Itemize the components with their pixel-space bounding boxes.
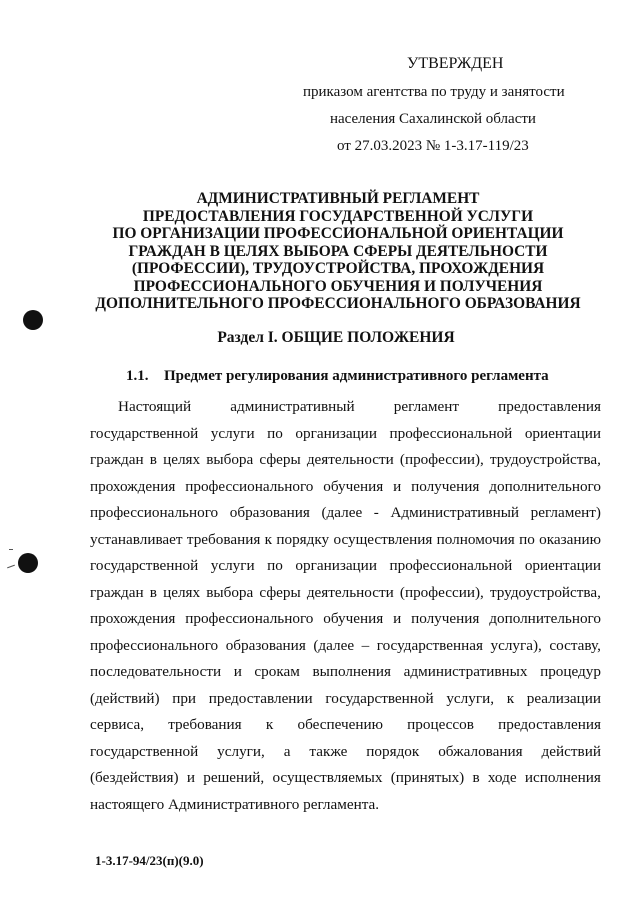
paragraph-line: государственной услуги по организации профессиональной ориентации — [90, 557, 601, 574]
approval-title: УТВЕРЖДЕН — [407, 55, 504, 72]
subsection-number: 1.1. — [126, 368, 149, 384]
approval-line: приказом агентства по труду и занятости — [303, 84, 565, 100]
punch-hole-mark — [18, 553, 38, 573]
paragraph-line: устанавливает требования к порядку осуществления полномочия по оказанию — [90, 530, 601, 548]
paragraph-line: последовательности и срокам выполнения административных процедур — [90, 663, 601, 680]
paragraph — [90, 394, 601, 818]
title-line: ГРАЖДАН В ЦЕЛЯХ ВЫБОРА СФЕРЫ ДЕЯТЕЛЬНОСТИ — [128, 242, 548, 260]
scan-artifact — [9, 549, 13, 550]
paragraph-line: граждан в целях выбора сферы деятельности (профессии), трудоустройства, — [90, 451, 601, 468]
subsection-title: Предмет регулирования административного регламента — [164, 368, 549, 384]
paragraph-line: прохождения профессионального обучения и получения дополнительного — [90, 477, 601, 495]
paragraph-line: прохождения профессионального обучения и получения дополнительного — [90, 610, 601, 627]
section-heading: Раздел I. ОБЩИЕ ПОЛОЖЕНИЯ — [217, 329, 455, 346]
paragraph-line: граждан в целях выбора сферы деятельности (профессии), трудоустройства, — [90, 583, 601, 601]
paragraph-line: профессионального образования (далее - Административный регламент) — [90, 504, 601, 521]
approval-line: от 27.03.2023 № 1-3.17-119/23 — [337, 138, 529, 154]
document-title — [78, 190, 598, 313]
title-line: ДОПОЛНИТЕЛЬНОГО ПРОФЕССИОНАЛЬНОГО ОБРАЗОВАНИЯ — [95, 295, 581, 312]
paragraph-line: Настоящий административный регламент предоставления — [118, 398, 601, 415]
paragraph-line: (действий) при предоставлении государственной услуги, к реализации — [90, 689, 601, 707]
paragraph-line: государственной услуги, а также порядок обжалования действий — [90, 742, 601, 760]
title-line: ПО ОРГАНИЗАЦИИ ПРОФЕССИОНАЛЬНОЙ ОРИЕНТАЦИИ — [112, 225, 564, 242]
title-line: ПРЕДОСТАВЛЕНИЯ ГОСУДАРСТВЕННОЙ УСЛУГИ — [142, 207, 534, 225]
title-line: ПРОФЕССИОНАЛЬНОГО ОБУЧЕНИЯ И ПОЛУЧЕНИЯ — [133, 277, 543, 295]
document-code: 1-3.17-94/23(п)(9.0) — [95, 853, 204, 868]
punch-hole-mark — [23, 310, 43, 330]
paragraph-line: сервиса, требования к обеспечению процессов предоставления — [90, 716, 601, 733]
paragraph-line: настоящего Административного регламента. — [90, 795, 380, 813]
title-line: (ПРОФЕССИИ), ТРУДОУСТРОЙСТВА, ПРОХОЖДЕНИЯ — [131, 260, 545, 277]
title-line: АДМИНИСТРАТИВНЫЙ РЕГЛАМЕНТ — [196, 190, 480, 207]
paragraph-line: профессионального образования (далее – государственная услуга), составу, — [90, 636, 601, 654]
paragraph-line: государственной услуги по организации профессиональной ориентации — [90, 424, 601, 442]
paragraph-line: (бездействия) и решений, осуществляемых (принятых) в ходе исполнения — [90, 769, 601, 786]
approval-line: населения Сахалинской области — [330, 111, 536, 127]
scan-artifact — [7, 565, 15, 569]
subsection-heading — [126, 368, 549, 385]
